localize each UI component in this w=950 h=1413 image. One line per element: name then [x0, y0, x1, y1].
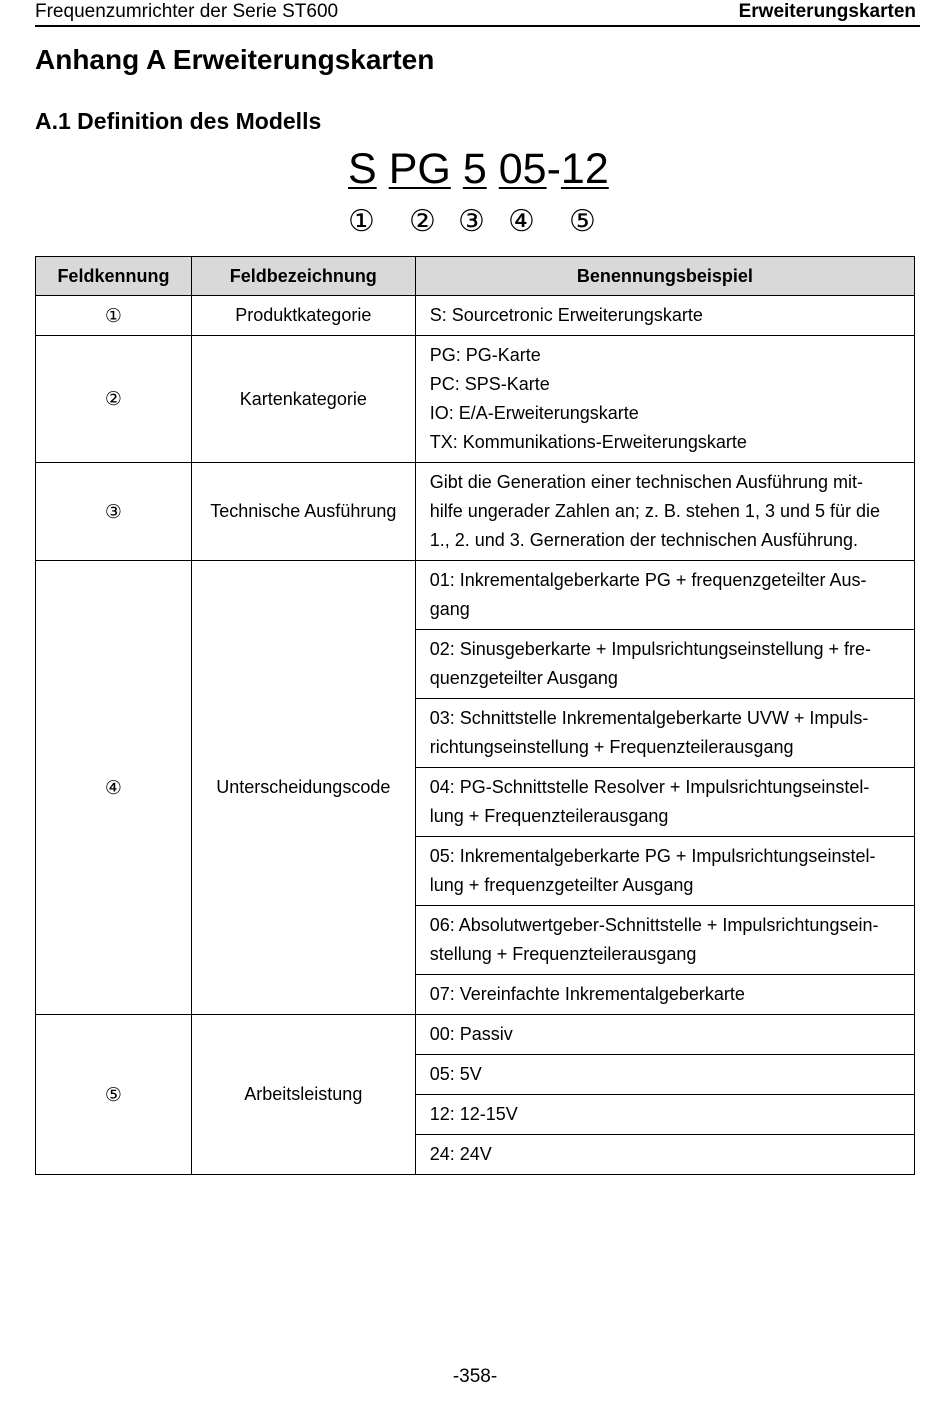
model-code — [348, 144, 609, 194]
example-line: gang — [429, 599, 470, 619]
example-line: 1., 2. und 3. Gerneration der technischen Ausführung. — [429, 530, 859, 550]
field-example — [415, 336, 914, 463]
column-header: Feldkennung — [36, 257, 192, 296]
example-line: 05: 5V — [429, 1064, 482, 1084]
table-header-row — [36, 257, 915, 296]
example-line: hilfe ungerader Zahlen an; z. B. stehen 1, 3 und 5 für die — [429, 501, 881, 521]
column-header: Benennungsbeispiel — [415, 257, 914, 296]
page-header — [35, 0, 920, 27]
field-example — [415, 906, 914, 975]
example-line: 06: Absolutwertgeber-Schnittstelle + Impulsrichtungsein- — [429, 915, 879, 935]
field-example — [415, 1095, 914, 1135]
field-example — [415, 837, 914, 906]
marker: ③ — [458, 204, 485, 239]
example-line: 12: 12-15V — [429, 1104, 518, 1124]
field-id: ③ — [36, 463, 192, 561]
field-example — [415, 1135, 914, 1175]
example-line: 02: Sinusgeberkarte + Impulsrichtungseinstellung + fre- — [429, 639, 871, 659]
model-markers — [0, 204, 950, 244]
example-line: stellung + Frequenzteilerausgang — [429, 944, 697, 964]
field-id: ② — [36, 336, 192, 463]
field-id: ④ — [36, 561, 192, 1015]
example-line: PC: SPS-Karte — [429, 374, 550, 394]
field-id: ① — [36, 296, 192, 336]
model-code-segment: PG — [388, 145, 451, 193]
marker: ② — [409, 204, 436, 239]
field-example — [415, 561, 914, 630]
model-code-dash: - — [546, 145, 561, 193]
example-line: 24: 24V — [429, 1144, 492, 1164]
field-id: ⑤ — [36, 1015, 192, 1175]
example-line: Gibt die Generation einer technischen Ausführung mit- — [429, 472, 863, 492]
field-example — [415, 975, 914, 1015]
field-example — [415, 768, 914, 837]
header-title: Frequenzumrichter der Serie ST600 — [35, 1, 339, 22]
field-name: Technische Ausführung — [191, 463, 415, 561]
field-example — [415, 699, 914, 768]
example-line: 00: Passiv — [429, 1024, 513, 1044]
example-line: quenzgeteilter Ausgang — [429, 668, 618, 688]
field-example — [415, 1055, 914, 1095]
field-name: Unterscheidungscode — [191, 561, 415, 1015]
example-line: 05: Inkrementalgeberkarte PG + Impulsrichtungseinstel- — [429, 846, 876, 866]
page-number: -358- — [452, 1366, 498, 1387]
model-code-segment: 12 — [560, 145, 609, 193]
table-row — [36, 463, 915, 561]
example-line: lung + Frequenzteilerausgang — [429, 806, 669, 826]
field-example — [415, 463, 914, 561]
field-name: Kartenkategorie — [191, 336, 415, 463]
field-name: Arbeitsleistung — [191, 1015, 415, 1175]
example-line: PG: PG-Karte — [429, 345, 541, 365]
example-line: 01: Inkrementalgeberkarte PG + frequenzgeteilter Aus- — [429, 570, 867, 590]
appendix-title: Anhang A Erweiterungskarten — [35, 44, 435, 75]
header-chapter: Erweiterungskarten — [738, 1, 916, 22]
model-code-segment: S — [348, 145, 377, 193]
field-example — [415, 1015, 914, 1055]
marker: ① — [348, 204, 375, 239]
example-line: IO: E/A-Erweiterungskarte — [429, 403, 639, 423]
field-example — [415, 630, 914, 699]
example-line: lung + frequenzgeteilter Ausgang — [429, 875, 694, 895]
marker: ⑤ — [569, 204, 596, 239]
table-row — [36, 336, 915, 463]
example-line: richtungseinstellung + Frequenzteilerausgang — [429, 737, 794, 757]
column-header: Feldbezeichnung — [191, 257, 415, 296]
table-row — [36, 296, 915, 336]
field-example — [415, 296, 914, 336]
model-code-segment: 05 — [498, 145, 547, 193]
example-line: S: Sourcetronic Erweiterungskarte — [429, 305, 703, 325]
example-line: 07: Vereinfachte Inkrementalgeberkarte — [429, 984, 745, 1004]
model-code-segment: 5 — [462, 145, 487, 193]
marker: ④ — [508, 204, 535, 239]
section-title: A.1 Definition des Modells — [35, 108, 322, 134]
model-definition-table — [35, 256, 915, 1175]
field-name: Produktkategorie — [191, 296, 415, 336]
example-line: 04: PG-Schnittstelle Resolver + Impulsrichtungseinstel- — [429, 777, 870, 797]
example-line: TX: Kommunikations-Erweiterungskarte — [429, 432, 747, 452]
example-line: 03: Schnittstelle Inkrementalgeberkarte UVW + Impuls- — [429, 708, 869, 728]
table-row — [36, 1015, 915, 1055]
table-row — [36, 561, 915, 630]
